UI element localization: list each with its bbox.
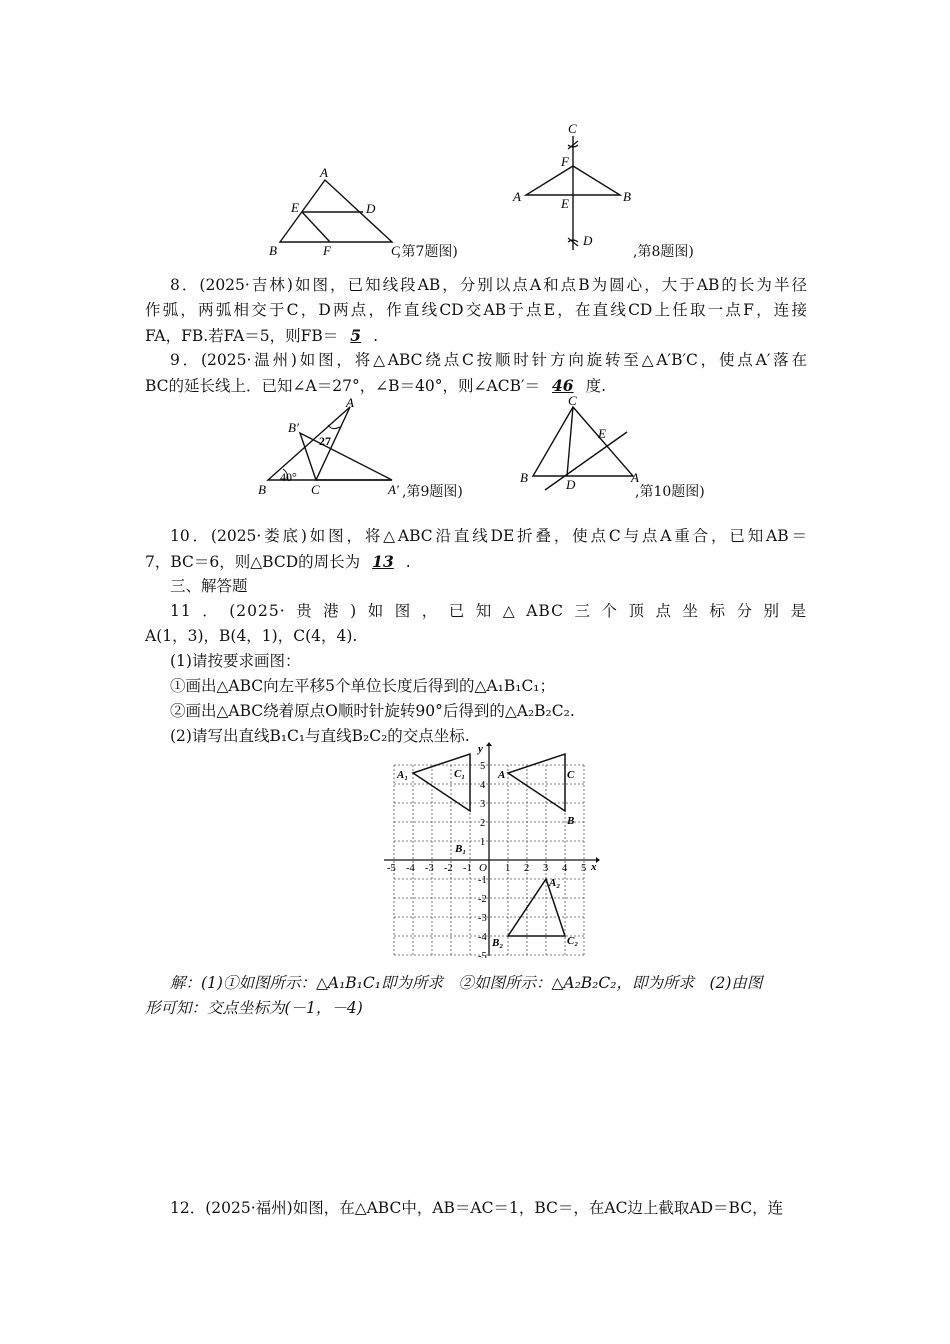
fig8-label-b: B [623, 189, 631, 204]
fig9-label-c: C [311, 482, 320, 497]
x-tick-label: -3 [425, 863, 434, 874]
q11-sub1b: ②画出△ABC绕着原点O顺时针旋转90°后得到的△A₂B₂C₂. [170, 702, 575, 720]
q11-sub1: (1)请按要求画图： [170, 652, 301, 670]
fig8-label-c: C [568, 121, 577, 136]
origin-label: O [479, 862, 487, 874]
grid-label-a2: A₂ [549, 877, 561, 889]
fig7-label-b: B [269, 243, 277, 258]
fig9-caption: ,第9题图) [402, 484, 463, 500]
x-tick-label: -5 [387, 863, 396, 874]
solution-line2: 形可知：交点坐标为(－1，－4) [145, 999, 363, 1017]
q11-line2: A(1，3)，B(4，1)，C(4，4). [145, 627, 358, 645]
q9-line2 [145, 373, 807, 399]
fig10-label-a: A [631, 470, 639, 485]
x-tick-label: 2 [524, 863, 530, 874]
q8-text: FA，FB.若FA＝5，则FB＝ [145, 327, 339, 345]
q10-text-end: . [405, 553, 411, 571]
fig10-label-d: D [566, 477, 576, 492]
fig9-angle-40: 40° [280, 470, 297, 484]
grid-label-b2: B₂ [492, 937, 504, 949]
coordinate-grid [384, 742, 600, 958]
fig9-label-aprime: A′ [388, 482, 399, 497]
q11-sub2: (2)请写出直线B₁C₁与直线B₂C₂的交点坐标. [170, 727, 470, 745]
q11-line1: 11．(2025·贵港)如图，已知△ABC三个顶点坐标分别是 [170, 602, 807, 620]
fig7-label-f: F [323, 243, 331, 258]
y-tick-label: -5 [478, 951, 487, 958]
x-tick-label: 5 [581, 863, 587, 874]
figure-8 [510, 118, 640, 258]
grid-label-a1: A₁ [397, 769, 409, 781]
grid-label-c2: C₂ [567, 935, 579, 947]
q9-text: BC的延长线上．已知∠A＝27°，∠B＝40°，则∠ACB′＝ [145, 377, 540, 395]
q8-line3 [145, 323, 807, 349]
fig8-label-f: F [561, 154, 569, 169]
q9-text-end: 度. [585, 377, 607, 395]
fig10-label-c: C [568, 393, 577, 408]
solution-line1: 解：(1)①如图所示：△A₁B₁C₁即为所求 ②如图所示：△A₂B₂C₂，即为所求 (2)由图 [170, 974, 763, 992]
triangle-abc [508, 754, 565, 811]
q10-answer: 13 [372, 552, 394, 571]
q8-line2: 作弧，两弧相交于C，D两点，作直线CD交AB于点E，在直线CD上任取一点F，连接 [145, 301, 807, 319]
y-tick-label: 2 [480, 818, 486, 829]
y-tick-label: -4 [478, 932, 487, 943]
q8-text-end: . [373, 327, 379, 345]
grid-label-b: B [567, 815, 575, 827]
fig9-label-bprime: B′ [288, 420, 299, 435]
q11-sub1a: ①画出△ABC向左平移5个单位长度后得到的△A₁B₁C₁； [170, 677, 556, 695]
q10-line1: 10．(2025·娄底)如图，将△ABC沿直线DE折叠，使点C与点A重合，已知AB＝ [170, 527, 807, 545]
x-tick-label: -2 [444, 863, 453, 874]
y-tick-label: -2 [478, 894, 487, 905]
triangle-a1b1c1 [413, 754, 470, 811]
fig7-label-c: C [391, 243, 400, 258]
x-tick-label: -4 [406, 863, 415, 874]
fig9-label-b: B [258, 482, 266, 497]
x-axis-label: x [591, 861, 597, 873]
fig8-label-a: A [513, 189, 521, 204]
grid-label-b1: B₁ [455, 843, 467, 855]
q8-answer: 5 [350, 326, 362, 345]
q9-line1: 9．(2025·温州)如图，将△ABC绕点C按顺时针方向旋转至△A′B′C，使点A′落在 [170, 351, 807, 369]
grid-label-c1: C₁ [454, 768, 466, 780]
fig7-caption: ,第7题图) [397, 244, 458, 260]
fig10-label-b: B [520, 470, 528, 485]
x-tick-label: -1 [463, 863, 472, 874]
x-tick-label: 1 [505, 863, 511, 874]
fig8-label-e: E [561, 196, 569, 211]
q10-text: 7，BC＝6，则△BCD的周长为 [145, 553, 361, 571]
fig9-label-a: A [346, 395, 354, 410]
q12-line1: 12．(2025·福州)如图，在△ABC中，AB＝AC＝1，BC＝，在AC边上截取AD＝BC，连 [170, 1199, 784, 1217]
fig7-label-a: A [320, 165, 328, 180]
fig8-label-d: D [583, 233, 593, 248]
figure-7 [262, 160, 402, 260]
y-tick-label: 3 [480, 799, 486, 810]
fig7-label-d: D [366, 201, 376, 216]
fig10-label-e: E [598, 426, 606, 441]
section-heading: 三、解答题 [170, 577, 248, 595]
q8-line1: 8．(2025·吉林)如图，已知线段AB，分别以点A和点B为圆心，大于AB的长为半径 [170, 276, 807, 294]
grid-label-c: C [567, 769, 575, 781]
y-tick-label: -3 [478, 913, 487, 924]
x-tick-label: 4 [562, 863, 568, 874]
fig9-angle-27: 27 [319, 434, 331, 448]
fig10-caption: ,第10题图) [635, 484, 705, 500]
figure-10 [515, 392, 645, 497]
y-tick-label: 5 [480, 761, 486, 772]
y-axis-label: y [478, 743, 483, 755]
x-tick-label: 3 [543, 863, 549, 874]
q9-answer: 46 [552, 376, 574, 395]
y-tick-label: -1 [478, 875, 487, 886]
figure-9 [250, 395, 410, 500]
fig7-label-e: E [291, 200, 299, 215]
q10-line2 [145, 549, 807, 575]
y-tick-label: 1 [480, 837, 486, 848]
fig8-caption: ,第8题图) [633, 244, 694, 260]
grid-label-a: A [498, 769, 506, 781]
y-tick-label: 4 [480, 780, 486, 791]
